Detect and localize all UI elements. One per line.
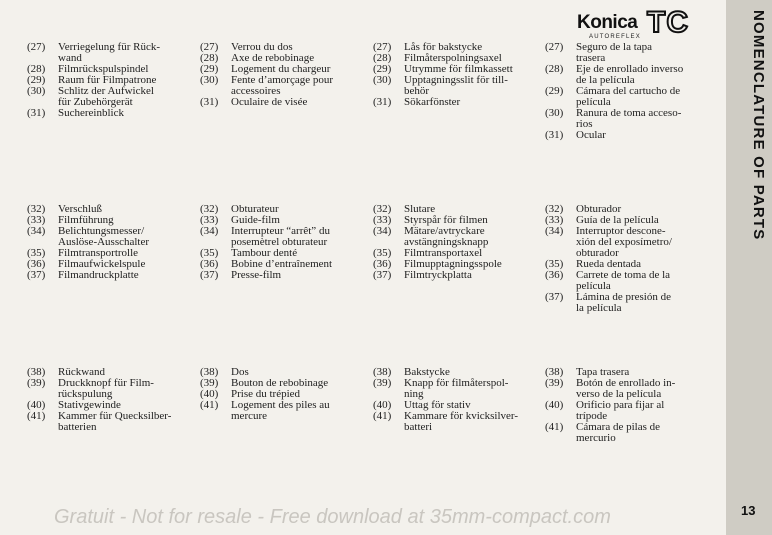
- part-name: Filmführung: [58, 214, 114, 226]
- part-number: (32): [545, 203, 564, 215]
- list-item: [200, 259, 372, 270]
- part-name: Kammare för kvicksilver- batteri: [404, 410, 519, 433]
- list-item: [545, 422, 717, 444]
- part-name: Raum für Filmpatrone: [58, 74, 157, 86]
- list-item: [27, 378, 199, 400]
- part-name: Filmaufwickelspule: [58, 258, 146, 270]
- part-number: (29): [200, 63, 219, 75]
- list-item: [27, 270, 199, 281]
- part-number: (38): [27, 366, 46, 378]
- part-number: (29): [373, 63, 392, 75]
- parts-list-swedish-group-1: [373, 42, 545, 108]
- part-name: Fente d’amorçage pour accessoires: [231, 74, 334, 97]
- parts-list-spanish-group-1: [545, 42, 717, 141]
- part-number: (30): [200, 74, 219, 86]
- part-name: Orificio para fijar al trípode: [576, 399, 665, 422]
- part-name: Ranura de toma acceso- rios: [576, 107, 682, 130]
- part-name: Interrupteur “arrêt” du posemètrel obturateur: [231, 225, 330, 248]
- part-name: Filmtransportrolle: [58, 247, 139, 259]
- part-number: (38): [545, 366, 564, 378]
- part-name: Filmtransportaxel: [404, 247, 483, 259]
- part-number: (38): [373, 366, 392, 378]
- part-number: (31): [545, 129, 564, 141]
- part-name: Tapa trasera: [576, 366, 630, 378]
- part-number: (30): [373, 74, 392, 86]
- part-name: Suchereinblick: [58, 107, 124, 119]
- part-name: Interruptor descone- xión del exposímetro/ obturador: [576, 225, 672, 259]
- part-name: Lås för bakstycke: [404, 41, 483, 53]
- part-number: (34): [200, 225, 219, 237]
- parts-list-french-group-1: [200, 42, 372, 108]
- part-number: (40): [373, 399, 392, 411]
- list-item: [27, 42, 199, 64]
- parts-list-french-group-3: [200, 367, 372, 422]
- part-name: Dos: [231, 366, 249, 378]
- list-item: [373, 378, 545, 400]
- part-number: (37): [200, 269, 219, 281]
- part-name: Carrete de toma de la película: [576, 269, 671, 292]
- part-number: (30): [27, 85, 46, 97]
- part-number: (39): [200, 377, 219, 389]
- list-item: [545, 108, 717, 130]
- part-name: Stativgewinde: [58, 399, 121, 411]
- list-item: [373, 97, 545, 108]
- part-number: (40): [200, 388, 219, 400]
- part-name: Obturateur: [231, 203, 279, 215]
- list-item: [545, 400, 717, 422]
- list-item: [545, 86, 717, 108]
- part-number: (29): [27, 74, 46, 86]
- part-name: Axe de rebobinage: [231, 52, 315, 64]
- part-name: Oculaire de visée: [231, 96, 308, 108]
- part-number: (34): [27, 225, 46, 237]
- part-name: Lámina de presión de la película: [576, 291, 671, 314]
- list-item: [373, 270, 545, 281]
- part-number: (31): [373, 96, 392, 108]
- part-number: (35): [27, 247, 46, 259]
- part-number: (36): [373, 258, 392, 270]
- list-item: [200, 400, 372, 422]
- part-number: (36): [27, 258, 46, 270]
- part-name: Ocular: [576, 129, 606, 141]
- part-number: (33): [545, 214, 564, 226]
- parts-list-spanish-group-2: [545, 204, 717, 314]
- part-number: (28): [27, 63, 46, 75]
- part-number: (40): [545, 399, 564, 411]
- page-number: 13: [741, 503, 756, 518]
- part-name: Mätare/avtryckare avstängningsknapp: [404, 225, 489, 248]
- part-number: (30): [545, 107, 564, 119]
- logo-brand: Konica: [577, 12, 638, 33]
- part-number: (32): [373, 203, 392, 215]
- list-item: [545, 378, 717, 400]
- part-name: Verschluß: [58, 203, 102, 215]
- list-item: [200, 75, 372, 97]
- part-name: Uttag för stativ: [404, 399, 471, 411]
- list-item: [545, 270, 717, 292]
- part-number: (27): [373, 41, 392, 53]
- list-item: [200, 270, 372, 281]
- parts-list-spanish-group-3: [545, 367, 717, 444]
- parts-list-french-group-2: [200, 204, 372, 281]
- part-name: Kammer für Quecksilber- batterien: [58, 410, 172, 433]
- parts-list-swedish-group-3: [373, 367, 545, 433]
- list-item: [373, 75, 545, 97]
- part-name: Presse-film: [231, 269, 282, 281]
- konica-tc-logo: [577, 8, 707, 42]
- part-number: (31): [200, 96, 219, 108]
- part-name: Guide-film: [231, 214, 280, 226]
- list-item: [545, 42, 717, 64]
- parts-list-german-group-2: [27, 204, 199, 281]
- part-name: Prise du trépied: [231, 388, 301, 400]
- part-name: Eje de enrollado inverso de la película: [576, 63, 684, 86]
- list-item: [27, 86, 199, 108]
- part-number: (37): [373, 269, 392, 281]
- part-number: (27): [200, 41, 219, 53]
- part-number: (39): [373, 377, 392, 389]
- part-name: Logement des piles au mercure: [231, 399, 330, 422]
- part-number: (39): [27, 377, 46, 389]
- part-number: (28): [373, 52, 392, 64]
- part-name: Cámara de pilas de mercurio: [576, 421, 660, 444]
- logo-sub: AUTOREFLEX: [589, 34, 641, 40]
- part-name: Tambour denté: [231, 247, 298, 259]
- part-name: Schlitz der Aufwickel für Zubehörgerät: [58, 85, 154, 108]
- part-name: Guía de la película: [576, 214, 659, 226]
- part-number: (27): [545, 41, 564, 53]
- part-number: (34): [545, 225, 564, 237]
- part-number: (28): [200, 52, 219, 64]
- part-number: (31): [27, 107, 46, 119]
- list-item: [545, 292, 717, 314]
- part-name: Upptagningsslit för till- behör: [404, 74, 508, 97]
- part-name: Filmtryckplatta: [404, 269, 472, 281]
- part-number: (35): [200, 247, 219, 259]
- part-name: Sökarfönster: [404, 96, 461, 108]
- parts-list-german-group-3: [27, 367, 199, 433]
- part-number: (35): [373, 247, 392, 259]
- list-item: [373, 226, 545, 248]
- part-name: Filmåterspolningsaxel: [404, 52, 502, 64]
- part-number: (28): [545, 63, 564, 75]
- part-name: Rückwand: [58, 366, 106, 378]
- list-item: [545, 130, 717, 141]
- part-number: (36): [200, 258, 219, 270]
- part-number: (27): [27, 41, 46, 53]
- list-item: [200, 97, 372, 108]
- part-name: Slutare: [404, 203, 436, 215]
- list-item: [200, 204, 372, 215]
- part-number: (37): [27, 269, 46, 281]
- list-item: [373, 411, 545, 433]
- part-number: (41): [27, 410, 46, 422]
- logo-model: TC: [647, 6, 689, 39]
- part-name: Bakstycke: [404, 366, 450, 378]
- part-name: Bouton de rebobinage: [231, 377, 329, 389]
- part-number: (33): [27, 214, 46, 226]
- list-item: [200, 226, 372, 248]
- part-number: (33): [200, 214, 219, 226]
- part-number: (33): [373, 214, 392, 226]
- list-item: [27, 108, 199, 119]
- parts-list-swedish-group-2: [373, 204, 545, 281]
- part-name: Knapp för filmåterspol- ning: [404, 377, 509, 400]
- part-number: (32): [27, 203, 46, 215]
- part-number: (35): [545, 258, 564, 270]
- part-name: Druckknopf für Film- rückspulung: [58, 377, 154, 400]
- part-name: Cámara del cartucho de película: [576, 85, 681, 108]
- watermark: Gratuit - Not for resale - Free download at 35mm-compact.com: [54, 506, 611, 528]
- part-name: Verriegelung für Rück- wand: [58, 41, 161, 64]
- part-name: Bobine d’entraînement: [231, 258, 333, 270]
- part-name: Styrspår för filmen: [404, 214, 488, 226]
- part-number: (36): [545, 269, 564, 281]
- part-name: Belichtungsmesser/ Auslöse-Ausschalter: [58, 225, 150, 248]
- part-number: (40): [27, 399, 46, 411]
- part-number: (34): [373, 225, 392, 237]
- part-name: Rueda dentada: [576, 258, 642, 270]
- part-name: Filmrückspulspindel: [58, 63, 149, 75]
- part-name: Filmandruckplatte: [58, 269, 139, 281]
- part-name: Botón de enrollado in- verso de la película: [576, 377, 676, 400]
- part-number: (32): [200, 203, 219, 215]
- part-name: Seguro de la tapa trasera: [576, 41, 653, 64]
- part-number: (41): [373, 410, 392, 422]
- part-number: (41): [545, 421, 564, 433]
- part-number: (41): [200, 399, 219, 411]
- parts-list-german-group-1: [27, 42, 199, 119]
- part-name: Utrymme för filmkassett: [404, 63, 513, 75]
- part-number: (38): [200, 366, 219, 378]
- part-name: Obturador: [576, 203, 622, 215]
- list-item: [545, 64, 717, 86]
- part-number: (37): [545, 291, 564, 303]
- part-number: (39): [545, 377, 564, 389]
- part-name: Filmupptagningsspole: [404, 258, 502, 270]
- part-name: Logement du chargeur: [231, 63, 331, 75]
- list-item: [27, 226, 199, 248]
- list-item: [545, 226, 717, 259]
- list-item: [27, 411, 199, 433]
- section-title: NOMENCLATURE OF PARTS: [750, 10, 767, 241]
- part-name: Verrou du dos: [231, 41, 293, 53]
- part-number: (29): [545, 85, 564, 97]
